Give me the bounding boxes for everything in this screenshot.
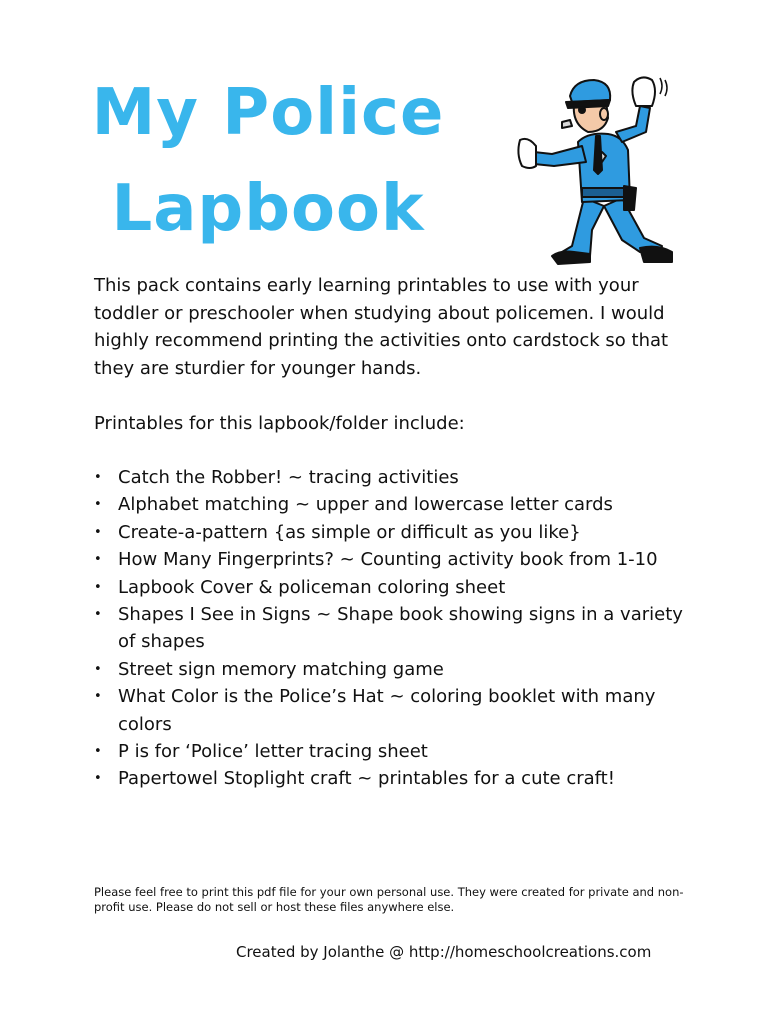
page-title-line-1: My Police (91, 76, 445, 150)
intro-paragraph (94, 272, 674, 382)
list-item: • Alphabet matching ~ upper and lowercase letter cards (94, 491, 694, 518)
list-item: • Shapes I See in Signs ~ Shape book showing signs in a variety of shapes (94, 601, 694, 656)
policeman-directing-traffic-icon (512, 70, 688, 270)
usage-notice: Please feel free to print this pdf file for your own personal use. They were created for private and non-profit use. Please do not sell or host these files anywhere else. (94, 885, 684, 914)
includes-heading: Printables for this lapbook/folder include: (94, 413, 465, 434)
list-item: • Street sign memory matching game (94, 656, 694, 683)
credit-line: Created by Jolanthe @ http://homeschoolcreations.com (236, 943, 652, 961)
printables-list (94, 464, 694, 793)
page-title-line-2: Lapbook (111, 172, 425, 246)
list-item: • How Many Fingerprints? ~ Counting activity book from 1-10 (94, 546, 694, 573)
list-item: • Catch the Robber! ~ tracing activities (94, 464, 694, 491)
list-item: • Lapbook Cover & policeman coloring sheet (94, 574, 694, 601)
list-item: • Papertowel Stoplight craft ~ printables for a cute craft! (94, 765, 694, 792)
list-item: • P is for ‘Police’ letter tracing sheet (94, 738, 694, 765)
intro-text: This pack contains early learning printables to use with your toddler or preschooler when studying about policemen. I would highly recommend printing the activities onto cardstock so that they are sturdier for younger hands. (94, 275, 669, 379)
list-item: • Create-a-pattern {as simple or difficult as you like} (94, 519, 694, 546)
list-item: • What Color is the Police’s Hat ~ coloring booklet with many colors (94, 683, 694, 738)
